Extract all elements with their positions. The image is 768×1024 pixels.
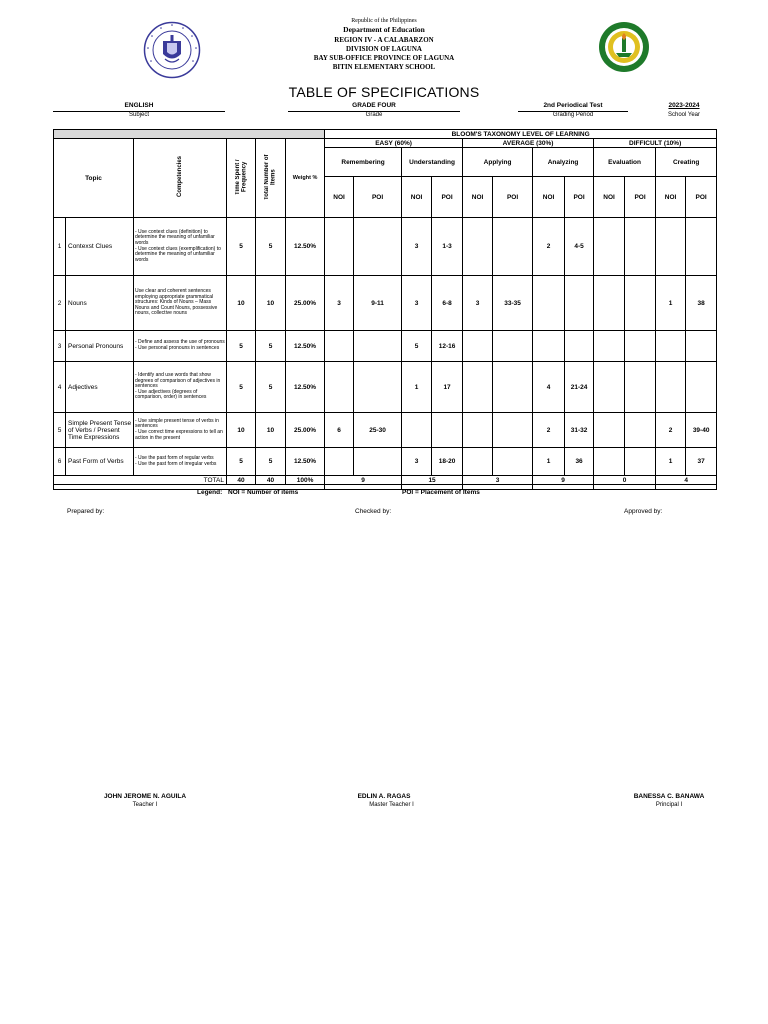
table-row: [54, 413, 717, 448]
grade-label: Grade: [365, 112, 383, 118]
total-items: 40: [256, 476, 286, 485]
signatory-name-1: JOHN JEROME N. AGUILA: [103, 793, 187, 800]
approved-by-label: Approved by:: [624, 508, 663, 515]
table-row: [54, 448, 717, 476]
poi-cell: [354, 331, 402, 362]
row-competencies: - Define and assess the use of pronouns - Use personal pronouns in sentences: [134, 331, 227, 362]
blooms-title: BLOOM'S TAXONOMY LEVEL OF LEARNING: [325, 130, 717, 139]
col-time: Time Spent / Frequency: [227, 139, 256, 218]
table-row: [54, 331, 717, 362]
noi-cell: 3: [402, 218, 432, 276]
spacer-cell: [594, 485, 656, 490]
poi-cell: 37: [686, 448, 717, 476]
noi-cell: [594, 448, 625, 476]
poi-header: POI: [565, 177, 594, 218]
level-understanding: Understanding: [402, 148, 463, 177]
poi-cell: 38: [686, 276, 717, 331]
row-competencies: - Identify and use words that show degrees of comparison of adjectives in sentences - Use adjectives (degrees of comparison, order) in sentences: [134, 362, 227, 413]
poi-cell: 36: [565, 448, 594, 476]
poi-cell: [493, 362, 533, 413]
total-time: 40: [227, 476, 256, 485]
poi-cell: [565, 331, 594, 362]
noi-cell: [463, 218, 493, 276]
noi-cell: 2: [533, 218, 565, 276]
noi-cell: [325, 331, 354, 362]
signatory-position-1: Teacher I: [132, 802, 158, 808]
row-weight: 25.00%: [286, 413, 325, 448]
table-row: [54, 276, 717, 331]
noi-header: NOI: [533, 177, 565, 218]
poi-header: POI: [354, 177, 402, 218]
row-number: 4: [54, 362, 66, 413]
row-topic: Simple Present Tense of Verbs / Present Time Expressions: [66, 413, 134, 448]
poi-cell: [493, 218, 533, 276]
poi-cell: 12-16: [432, 331, 463, 362]
noi-cell: 3: [325, 276, 354, 331]
poi-cell: 31-32: [565, 413, 594, 448]
division-line: DIVISION OF LAGUNA: [346, 45, 422, 53]
poi-cell: [625, 276, 656, 331]
level-remembering: Remembering: [325, 148, 402, 177]
poi-cell: 17: [432, 362, 463, 413]
poi-header: POI: [625, 177, 656, 218]
row-number: 3: [54, 331, 66, 362]
poi-cell: [354, 218, 402, 276]
checked-by-label: Checked by:: [355, 508, 392, 515]
row-items: 5: [256, 362, 286, 413]
subject-value: ENGLISH: [124, 102, 154, 109]
row-weight: 12.50%: [286, 362, 325, 413]
noi-cell: [594, 362, 625, 413]
poi-cell: [354, 448, 402, 476]
signatory-position-3: Principal I: [655, 802, 683, 808]
noi-header: NOI: [463, 177, 493, 218]
republic-line: Republic of the Philippines: [351, 18, 417, 24]
specifications-table: [53, 129, 717, 490]
row-items: 5: [256, 448, 286, 476]
noi-cell: [656, 331, 686, 362]
total-evaluation: 0: [594, 476, 656, 485]
poi-cell: [625, 413, 656, 448]
row-topic: Personal Pronouns: [66, 331, 134, 362]
col-weight: Weight %: [286, 139, 325, 218]
row-number: 6: [54, 448, 66, 476]
poi-cell: [625, 448, 656, 476]
noi-cell: [594, 331, 625, 362]
noi-cell: [325, 362, 354, 413]
poi-cell: [565, 276, 594, 331]
region-line: REGION IV - A CALABARZON: [334, 36, 434, 44]
row-time: 10: [227, 276, 256, 331]
deped-seal-logo: [143, 21, 201, 79]
noi-header: NOI: [656, 177, 686, 218]
noi-cell: [463, 413, 493, 448]
row-items: 10: [256, 276, 286, 331]
period-label: Grading Period: [552, 112, 594, 118]
poi-cell: [493, 331, 533, 362]
noi-cell: [463, 331, 493, 362]
poi-cell: 1-3: [432, 218, 463, 276]
noi-cell: [656, 362, 686, 413]
noi-cell: 2: [656, 413, 686, 448]
noi-cell: [594, 218, 625, 276]
spacer-cell: [325, 485, 402, 490]
noi-cell: [656, 218, 686, 276]
level-applying: Applying: [463, 148, 533, 177]
poi-cell: [625, 362, 656, 413]
spacer-cell: [533, 485, 594, 490]
poi-header: POI: [686, 177, 717, 218]
subject-label: Subject: [128, 112, 149, 118]
poi-cell: [625, 218, 656, 276]
noi-cell: [463, 448, 493, 476]
poi-cell: [686, 331, 717, 362]
poi-cell: 6-8: [432, 276, 463, 331]
row-weight: 12.50%: [286, 448, 325, 476]
noi-cell: 1: [533, 448, 565, 476]
row-items: 5: [256, 218, 286, 276]
noi-cell: [594, 413, 625, 448]
row-competencies: - Use context clues (definition) to determine the meaning of unfamiliar words - Use context clues (exemplification) to determine the meaning of unfamiliar words: [134, 218, 227, 276]
grade-value: GRADE FOUR: [352, 102, 396, 109]
noi-cell: 5: [402, 331, 432, 362]
noi-cell: 3: [463, 276, 493, 331]
noi-cell: 4: [533, 362, 565, 413]
row-number: 2: [54, 276, 66, 331]
row-time: 10: [227, 413, 256, 448]
noi-cell: 2: [533, 413, 565, 448]
row-items: 10: [256, 413, 286, 448]
row-weight: 12.50%: [286, 331, 325, 362]
noi-cell: [402, 413, 432, 448]
noi-header: NOI: [325, 177, 354, 218]
total-remembering: 9: [325, 476, 402, 485]
level-creating: Creating: [656, 148, 717, 177]
prepared-by-label: Prepared by:: [67, 508, 105, 515]
row-weight: 12.50%: [286, 218, 325, 276]
poi-cell: [354, 362, 402, 413]
poi-cell: [432, 413, 463, 448]
page-title: TABLE OF SPECIFICATIONS: [288, 84, 480, 100]
total-label: TOTAL: [54, 476, 227, 485]
poi-header: POI: [432, 177, 463, 218]
period-value: 2nd Periodical Test: [543, 102, 603, 109]
level-analyzing: Analyzing: [533, 148, 594, 177]
row-topic: Contexst Clues: [66, 218, 134, 276]
total-applying: 3: [463, 476, 533, 485]
row-weight: 25.00%: [286, 276, 325, 331]
noi-cell: 1: [402, 362, 432, 413]
noi-cell: [463, 362, 493, 413]
signatory-name-3: BANESSA C. BANAWA: [633, 793, 705, 800]
noi-header: NOI: [402, 177, 432, 218]
poi-cell: 33-35: [493, 276, 533, 331]
poi-cell: 39-40: [686, 413, 717, 448]
noi-header: NOI: [594, 177, 625, 218]
table-row: [54, 362, 717, 413]
signatory-position-2: Master Teacher I: [369, 802, 414, 808]
row-competencies: - Use the past form of regular verbs - Use the past form of irregular verbs: [134, 448, 227, 476]
poi-cell: 21-24: [565, 362, 594, 413]
row-time: 5: [227, 218, 256, 276]
noi-cell: 1: [656, 448, 686, 476]
noi-cell: [594, 276, 625, 331]
row-time: 5: [227, 448, 256, 476]
total-analyzing: 9: [533, 476, 594, 485]
poi-cell: [493, 448, 533, 476]
noi-cell: [533, 331, 565, 362]
noi-cell: 1: [656, 276, 686, 331]
col-items: Total Number of Items: [256, 139, 286, 218]
row-topic: Nouns: [66, 276, 134, 331]
poi-cell: 18-20: [432, 448, 463, 476]
poi-cell: [686, 218, 717, 276]
blank-grey-header: [54, 130, 325, 139]
row-number: 5: [54, 413, 66, 448]
legend-label: Legend:: [197, 489, 223, 496]
poi-cell: [625, 331, 656, 362]
total-understanding: 15: [402, 476, 463, 485]
group-average: AVERAGE (30%): [463, 139, 594, 148]
legend-noi: NOI = Number of items: [228, 489, 299, 496]
row-topic: Past Form of Verbs: [66, 448, 134, 476]
poi-cell: [686, 362, 717, 413]
row-competencies: Use clear and coherent sentences employing appropriate grammatical structures: Kinds of Nouns – Mass Nouns and Count Nouns, possessive nouns, collective nouns: [134, 276, 227, 331]
year-label: School Year: [667, 112, 701, 118]
level-evaluation: Evaluation: [594, 148, 656, 177]
sub-office-line: BAY SUB-OFFICE PROVINCE OF LAGUNA: [313, 54, 455, 62]
row-competencies: - Use simple present tense of verbs in sentences - Use correct time expressions to tell an action in the present: [134, 413, 227, 448]
poi-cell: 4-5: [565, 218, 594, 276]
year-value: 2023-2024: [668, 102, 700, 109]
noi-cell: [325, 448, 354, 476]
col-topic: Topic: [54, 139, 134, 218]
noi-cell: [533, 276, 565, 331]
legend-poi: POI = Placement of Items: [402, 489, 480, 496]
row-topic: Adjectives: [66, 362, 134, 413]
row-time: 5: [227, 331, 256, 362]
row-time: 5: [227, 362, 256, 413]
school-line: BITIN ELEMENTARY SCHOOL: [332, 63, 436, 71]
spacer-cell: [656, 485, 717, 490]
col-competencies: Competencies: [134, 139, 227, 218]
table-row: [54, 218, 717, 276]
poi-cell: 9-11: [354, 276, 402, 331]
total-weight: 100%: [286, 476, 325, 485]
department-line: Department of Education: [343, 25, 425, 34]
poi-cell: 25-30: [354, 413, 402, 448]
row-items: 5: [256, 331, 286, 362]
noi-cell: [325, 218, 354, 276]
noi-cell: 3: [402, 276, 432, 331]
poi-cell: [493, 413, 533, 448]
row-number: 1: [54, 218, 66, 276]
total-creating: 4: [656, 476, 717, 485]
school-seal-logo: [598, 21, 650, 73]
group-easy: EASY (60%): [325, 139, 463, 148]
poi-header: POI: [493, 177, 533, 218]
group-difficult: DIFFICULT (10%): [594, 139, 717, 148]
noi-cell: 3: [402, 448, 432, 476]
signatory-name-2: EDLIN A. RAGAS: [357, 793, 411, 800]
noi-cell: 6: [325, 413, 354, 448]
